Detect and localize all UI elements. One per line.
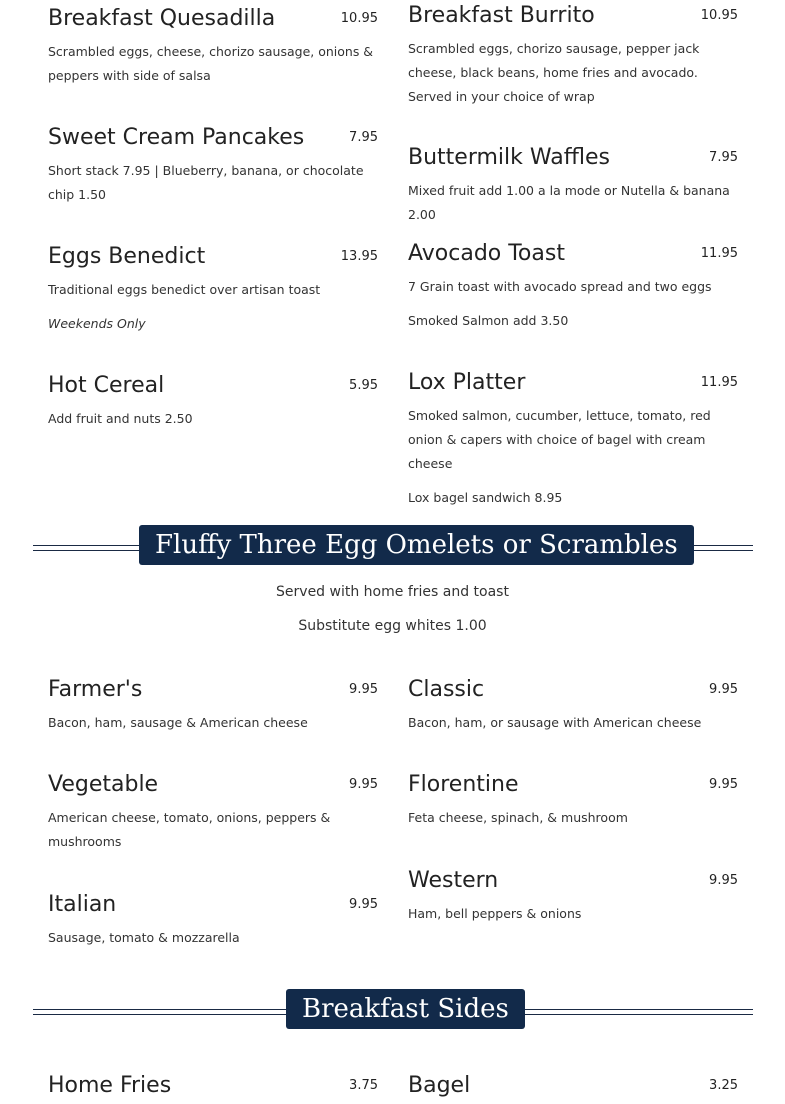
menu-item-lox-platter (408, 368, 738, 510)
item-price: 3.75 (349, 1078, 378, 1093)
item-description: Mixed fruit add 1.00 a la mode or Nutella & banana 2.00 (408, 183, 730, 222)
menu-item-italian (48, 890, 378, 950)
item-description: Smoked salmon, cucumber, lettuce, tomato, red onion & capers with choice of bagel with cream cheese (408, 408, 711, 471)
item-name: Avocado Toast (408, 241, 565, 266)
menu-item-western (408, 866, 738, 926)
menu-item-buttermilk-waffles (408, 143, 738, 227)
menu-item-classic (408, 675, 738, 735)
item-name: Breakfast Quesadilla (48, 6, 276, 31)
item-price: 5.95 (349, 378, 378, 393)
item-note: Smoked Salmon add 3.50 (408, 313, 569, 328)
item-description: Add fruit and nuts 2.50 (48, 411, 193, 426)
item-note: Weekends Only (48, 316, 146, 331)
item-name: Bagel (408, 1073, 471, 1098)
item-name: Vegetable (48, 772, 159, 797)
section-subtitle: Served with home fries and toast (276, 584, 509, 600)
item-name: Hot Cereal (48, 373, 165, 398)
item-name: Home Fries (48, 1073, 172, 1098)
menu-item-eggs-benedict (48, 242, 378, 336)
section-subtitle: Substitute egg whites 1.00 (298, 618, 487, 634)
item-name: Classic (408, 677, 485, 702)
item-description: Ham, bell peppers & onions (408, 906, 582, 921)
item-price: 9.95 (709, 873, 738, 888)
item-description: Short stack 7.95 | Blueberry, banana, or chocolate chip 1.50 (48, 163, 364, 202)
item-price: 13.95 (340, 249, 378, 264)
item-price: 9.95 (709, 777, 738, 792)
item-name: Sweet Cream Pancakes (48, 125, 305, 150)
menu-item-hot-cereal (48, 371, 378, 431)
item-description: Traditional eggs benedict over artisan toast (48, 282, 321, 297)
item-name: Farmer's (48, 677, 143, 702)
item-name: Eggs Benedict (48, 244, 206, 269)
menu-item-sweet-cream-pancakes (48, 123, 378, 207)
item-description: Scrambled eggs, cheese, chorizo sausage, onions & peppers with side of salsa (48, 44, 374, 83)
item-description: Sausage, tomato & mozzarella (48, 930, 240, 945)
menu-item-breakfast-burrito (408, 1, 738, 109)
section-title: Breakfast Sides (286, 989, 525, 1029)
item-price: 9.95 (709, 682, 738, 697)
item-price: 11.95 (700, 246, 738, 261)
item-name: Buttermilk Waffles (408, 145, 610, 170)
menu-item-farmers (48, 675, 378, 735)
item-price: 3.25 (709, 1078, 738, 1093)
item-name: Breakfast Burrito (408, 3, 595, 28)
item-name: Lox Platter (408, 370, 526, 395)
item-name: Florentine (408, 772, 519, 797)
item-description: Bacon, ham, sausage & American cheese (48, 715, 308, 730)
menu-item-home-fries (48, 1071, 378, 1103)
item-name: Italian (48, 892, 117, 917)
item-description: American cheese, tomato, onions, peppers & mushrooms (48, 810, 331, 849)
item-price: 10.95 (340, 11, 378, 26)
item-price: 10.95 (700, 8, 738, 23)
item-note: Lox bagel sandwich 8.95 (408, 490, 563, 505)
menu-item-avocado-toast (408, 239, 738, 333)
menu-item-florentine (408, 770, 738, 830)
item-price: 9.95 (349, 682, 378, 697)
menu-item-vegetable (48, 770, 378, 854)
item-name: Western (408, 868, 499, 893)
item-price: 9.95 (349, 777, 378, 792)
item-description: Feta cheese, spinach, & mushroom (408, 810, 628, 825)
item-price: 7.95 (709, 150, 738, 165)
item-description: Scrambled eggs, chorizo sausage, pepper jack cheese, black beans, home fries and avocado. Served in your choice of wrap (408, 41, 700, 104)
item-price: 11.95 (700, 375, 738, 390)
menu-item-breakfast-quesadilla (48, 4, 378, 88)
section-title: Fluffy Three Egg Omelets or Scrambles (139, 525, 694, 565)
menu-item-bagel (408, 1071, 738, 1103)
item-description: Bacon, ham, or sausage with American cheese (408, 715, 702, 730)
item-price: 7.95 (349, 130, 378, 145)
item-price: 9.95 (349, 897, 378, 912)
item-description: 7 Grain toast with avocado spread and two eggs (408, 279, 712, 294)
